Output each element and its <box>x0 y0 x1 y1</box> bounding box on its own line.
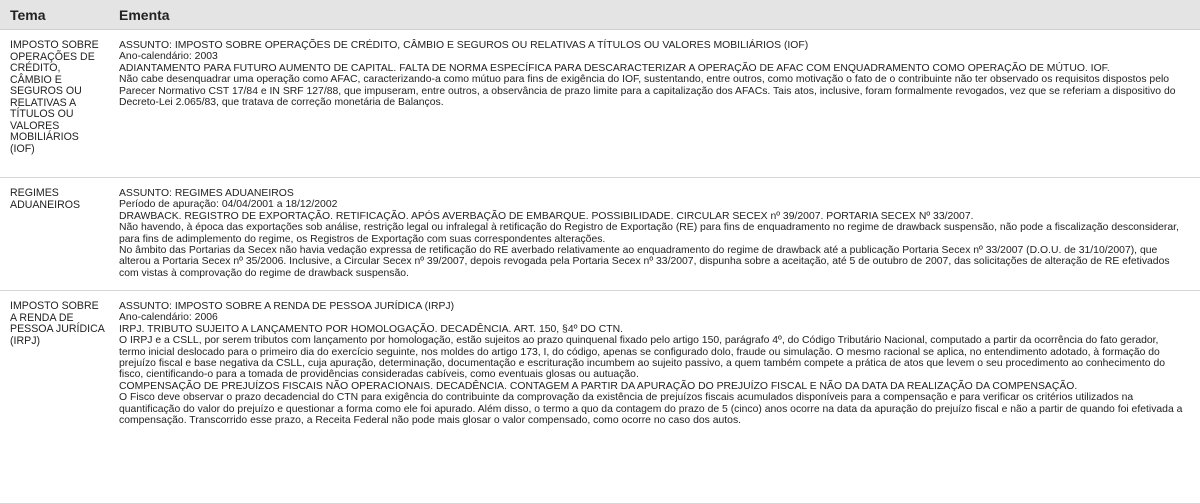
table-row <box>0 291 1200 504</box>
row-tema: IMPOSTO SOBRE A RENDA DE PESSOA JURÍDICA (IRPJ) <box>10 300 105 347</box>
ementa-paragraph: O Fisco deve observar o prazo decadencial do CTN para exigência do contribuinte da comprovação da existência de prejuízos fiscais acumulados disponíveis para a compensação e para verificar os critérios utilizados na quantificação do valor do prejuízo e questionar a forma como ele foi apurado. Além disso, o termo a quo da contagem do prazo de 5 (cinco) anos ocorre na data da apuração do prejuízo fiscal e não a partir de quando foi efetivada a compensação. Transcorrido esse prazo, a Receita Federal não pode mais glosar o valor compensado, como ocorre no caso dos autos. <box>119 392 1183 427</box>
ementa-paragraph: IRPJ. TRIBUTO SUJEITO A LANÇAMENTO POR HOMOLOGAÇÃO. DECADÊNCIA. ART. 150, §4º DO CTN. <box>119 323 624 335</box>
table-row <box>0 30 1200 178</box>
ementa-paragraph: No âmbito das Portarias da Secex não havia vedação expressa de retificação do RE averbado relativamente ao enquadramento do regime de drawback até a publicação Portaria Secex nº 33/2007 (D.O.U. de 31/10/2007), que alterou a Portaria Secex nº 35/2006. Inclusive, a Circular Secex nº 39/2007, depois revogada pela Portaria Secex nº 33/2007, dispunha sobre a aceitação, até 5 de outubro de 2007, das solicitações de alteração de RE efetivados com vistas à comprovação do regime de drawback suspensão. <box>119 245 1170 279</box>
ementa-assunto: ASSUNTO: REGIMES ADUANEIROS <box>119 188 294 199</box>
table-header <box>0 0 1200 30</box>
row-ementa <box>109 291 1200 503</box>
header-tema: Tema <box>10 6 46 23</box>
ementa-periodo: Ano-calendário: 2003 <box>119 51 218 63</box>
ementa-paragraph: DRAWBACK. REGISTRO DE EXPORTAÇÃO. RETIFICAÇÃO. APÓS AVERBAÇÃO DE EMBARQUE. POSSIBILIDADE. CIRCULAR SECEX nº 39/2007. PORTARIA SECEX Nº 33/2007. <box>119 210 974 222</box>
ementa-paragraph: ADIANTAMENTO PARA FUTURO AUMENTO DE CAPITAL. FALTA DE NORMA ESPECÍFICA PARA DESCARACTERIZAR A OPERAÇÃO DE AFAC COM ENQUADRAMENTO COMO OPERAÇÃO DE MÚTUO. IOF. <box>119 62 1110 74</box>
ementa-paragraph: Não havendo, à época das exportações sob análise, restrição legal ou infralegal à retificação do Registro de Exportação (RE) para fins de enquadramento no regime de drawback suspensão, não pode a fiscalização desconsiderar, para fins de adimplemento do regime, os Registros de Exportação com suas correspondentes alterações. <box>119 222 1179 245</box>
row-ementa <box>109 30 1200 177</box>
row-tema: REGIMES ADUANEIROS <box>10 187 81 211</box>
ementa-periodo: Ano-calendário: 2006 <box>119 312 218 324</box>
ementa-assunto: ASSUNTO: IMPOSTO SOBRE A RENDA DE PESSOA JURÍDICA (IRPJ) <box>119 301 455 312</box>
header-ementa: Ementa <box>119 6 170 23</box>
ementa-assunto: ASSUNTO: IMPOSTO SOBRE OPERAÇÕES DE CRÉDITO, CÂMBIO E SEGUROS OU RELATIVAS A TÍTULOS OU VALORES MOBILIÁRIOS (IOF) <box>119 40 809 51</box>
row-ementa <box>109 178 1200 290</box>
ementa-paragraph: O IRPJ e a CSLL, por serem tributos com lançamento por homologação, estão sujeitos ao prazo quinquenal fixado pelo artigo 150, parágrafo 4º, do Código Tributário Nacional, computado a partir da ocorrência do fato gerador, termo inicial deslocado para o primeiro dia do exercício seguinte, nos moldes do artigo 173, I, do código, apenas se configurado dolo, fraude ou simulação. O mesmo racional se aplica, no entendimento adotado, à formação do prejuízo fiscal e base negativa da CSLL, cuja apuração, determinação, documentação e escrituração incumbem ao sujeito passivo, a quem também compete a prática de atos que levem o seu procedimento ao conhecimento do fisco, cientificando-o para a tomada de providências consideradas cabíveis, como eventuais glosas ou autuação. <box>119 335 1166 381</box>
ementa-periodo: Período de apuração: 04/04/2001 a 18/12/2002 <box>119 199 338 211</box>
ementa-paragraph: Não cabe desenquadrar uma operação como AFAC, caracterizando-a como mútuo para fins de exigência do IOF, sustentando, entre outros, como motivação o fato de o contribuinte não ter observado os requisitos dispostos pelo Parecer Normativo CST 17/84 e IN SRF 127/88, que impuseram, entre outros, a observância de prazo limite para a capitalização dos AFACs. Tais atos, inclusive, foram formalmente revogados, vez que se referiam a dispositivo do Decreto-Lei 2.065/83, que tratava de correção monetária de Balanços. <box>119 74 1176 109</box>
ementa-paragraph: COMPENSAÇÃO DE PREJUÍZOS FISCAIS NÃO OPERACIONAIS. DECADÊNCIA. CONTAGEM A PARTIR DA APURAÇÃO DO PREJUÍZO FISCAL E NÃO DA DATA DA REALIZAÇÃO DA COMPENSAÇÃO. <box>119 380 1078 392</box>
row-tema: IMPOSTO SOBRE OPERAÇÕES DE CRÉDITO, CÂMBIO E SEGUROS OU RELATIVAS A TÍTULOS OU VALORES MOBILIÁRIOS (IOF) <box>10 39 99 155</box>
table-row <box>0 178 1200 291</box>
